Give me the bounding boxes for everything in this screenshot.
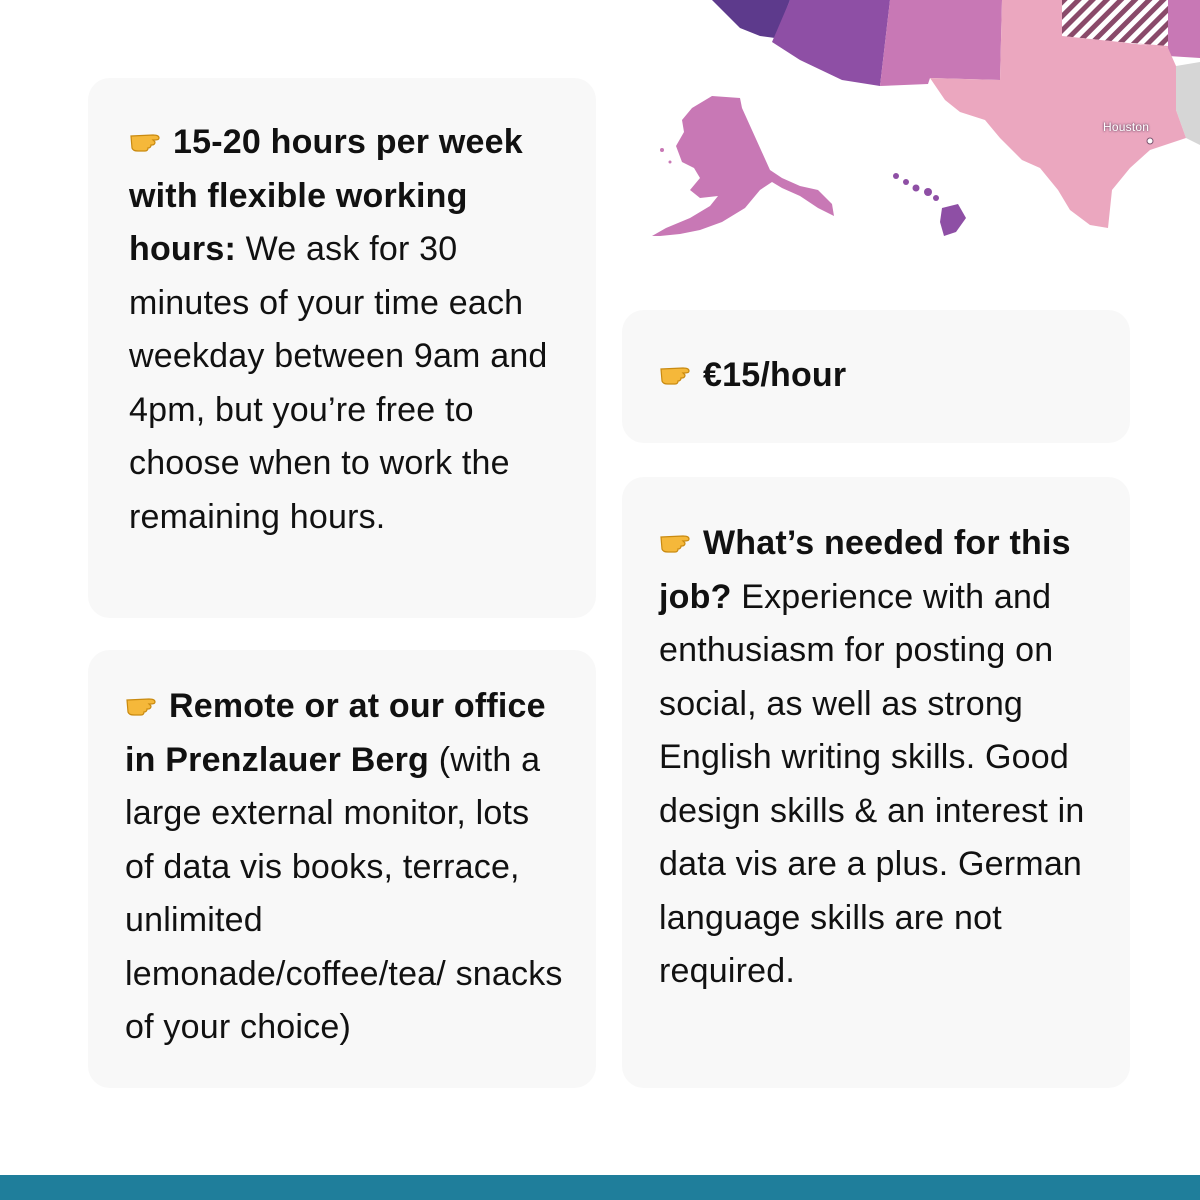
needs-text <box>659 517 1100 999</box>
map-state-new-mexico <box>880 0 1002 86</box>
needs-body: Experience with and enthusiasm for posting on social, as well as strong English writing skills. Good design skills & an interest in data vis are a plus. German language skills are not required. <box>659 577 1085 990</box>
map-city-label: Houston <box>1103 120 1150 134</box>
hours-card <box>88 78 596 618</box>
bottom-bar <box>0 1175 1200 1200</box>
needs-card <box>622 477 1130 1088</box>
remote-body: (with a large external monitor, lots of data vis books, terrace, unlimited lemonade/coffee/tea/ snacks of your choice) <box>125 740 563 1046</box>
map-state-alaska <box>652 96 834 236</box>
pointing-hand-icon <box>125 693 161 717</box>
pointing-hand-icon <box>659 530 695 554</box>
map-state-hawaii <box>893 173 899 179</box>
hours-body: We ask for 30 minutes of your time each weekday between 9am and 4pm, but you’re free to choose when to work the remaining hours. <box>129 230 548 536</box>
remote-heading: Remote or at our office in Prenzlauer Berg <box>125 687 546 779</box>
pay-text <box>659 349 1100 403</box>
hours-text <box>129 116 566 544</box>
us-map-graphic <box>640 0 1200 270</box>
map-state-arkansas <box>1168 0 1200 58</box>
remote-text <box>125 680 566 1055</box>
pointing-hand-icon <box>659 362 695 386</box>
pointing-hand-icon <box>129 129 165 153</box>
city-marker-icon <box>1147 138 1153 144</box>
hours-heading: 15-20 hours per week with flexible working hours: <box>129 123 523 268</box>
needs-heading: What’s needed for this job? <box>659 524 1071 616</box>
map-state-arizona <box>772 0 890 86</box>
remote-card <box>88 650 596 1088</box>
pay-card <box>622 310 1130 443</box>
pay-heading: €15/hour <box>703 356 847 394</box>
